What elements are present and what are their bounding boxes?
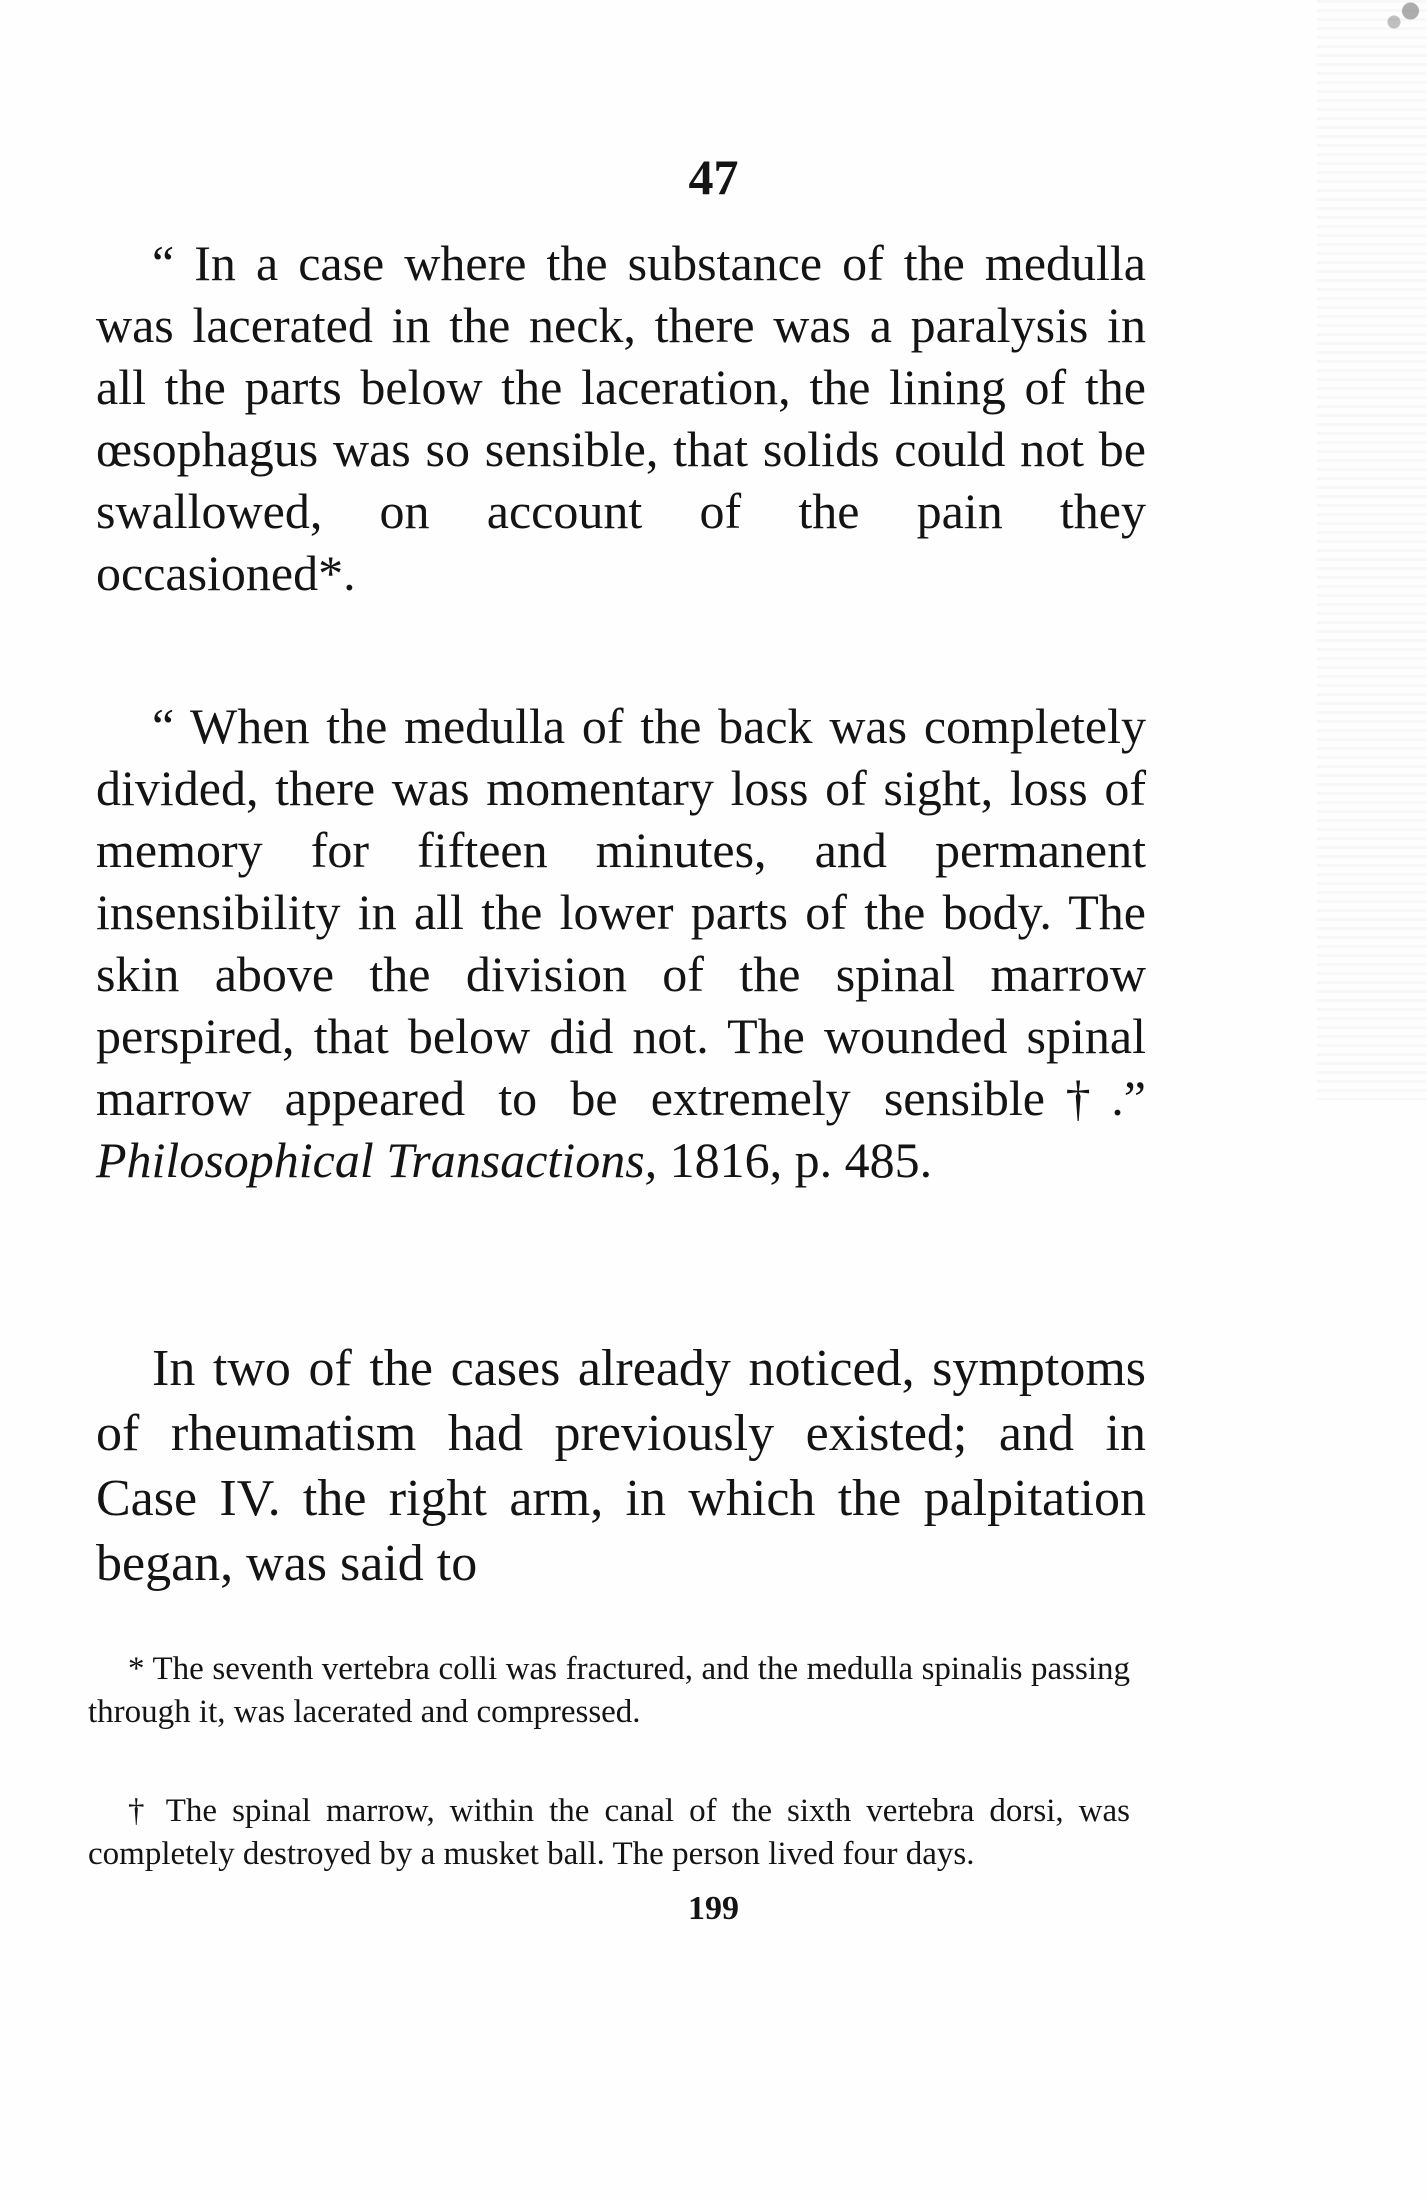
paragraph-text: In two of the cases already noticed, symptoms of rheumatism had previously existed; and in Case IV. the right arm, in which the palpitation began, was said to [96, 1340, 1146, 1592]
footnote-text: † The spinal marrow, within the canal of the sixth vertebra dorsi, was completely destroyed by a musket ball. The person lived four days. [88, 1793, 1130, 1872]
paragraph-text: “ When the medulla of the back was completely divided, there was momentary loss of sight, loss of memory for fifteen minutes, and permanent insensibility in all the lower parts of the body. The skin above the division of the spinal marrow perspired, that below did not. The wounded spinal marrow appeared to be extremely sensible†.” [96, 698, 1146, 1126]
paragraph-text: “ In a case where the substance of the medulla was lacerated in the neck, there was a paralysis in all the parts below the laceration, the lining of the œsophagus was so sensible, that solids could not be swallowed, on account of the pain they occasioned*. [96, 235, 1146, 601]
footnote-text: * The seventh vertebra colli was fractured, and the medulla spinalis passing through it, was lacerated and compressed. [88, 1651, 1130, 1730]
footnote-dagger [88, 1790, 1130, 1876]
paragraph-rheumatism [96, 1336, 1146, 1596]
citation-details: 1816, p. 485. [657, 1132, 933, 1188]
printer-signature-number: 199 [688, 1890, 739, 1927]
paragraph-quote-laceration [96, 232, 1146, 604]
page-number: 47 [688, 149, 739, 205]
footnote-asterisk [88, 1648, 1130, 1734]
paragraph-quote-division [96, 695, 1146, 1191]
citation-title: Philosophical Transactions, [96, 1132, 658, 1188]
